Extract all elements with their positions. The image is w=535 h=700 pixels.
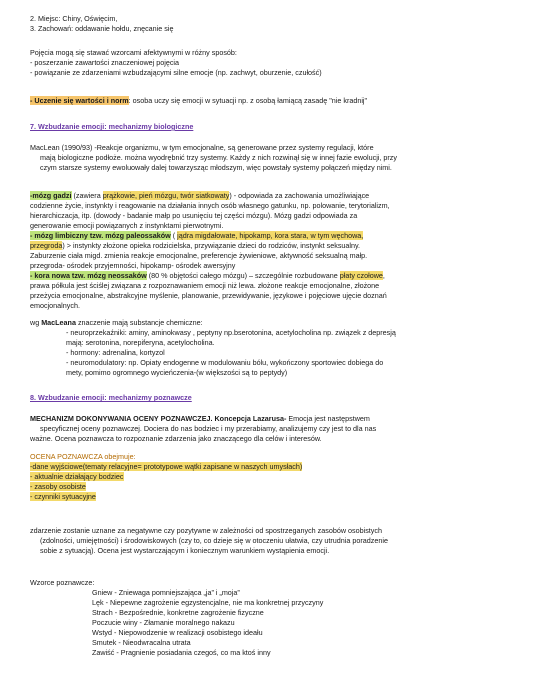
list-item: -dane wyjściowe(tematy relacyjne= prototypowe wątki zapisane w naszych umysłach) [30,462,303,471]
maclean-bold: MacLeana [41,318,76,327]
list-item: Lęk - Niepewne zagrożenie egzystencjalne, nie ma konkretnej przyczyny [92,598,324,607]
text-span: (zawiera [71,191,103,200]
paragraph-line: czym starsze systemy ewoluowały dalej towarzysząc młodszym, więc powstały systemy połączeń między nimi. [40,163,392,172]
paragraph-line: prawa półkula jest ściślej związana z rozpoznawaniem emocji niż lewa. złożone reakcje emocjonalne, złożone [30,281,380,290]
gad-bold: -mózg gadzi [30,191,72,200]
list-item: mają: serotonina, norepiferyna, acetylocholina. [66,338,215,347]
paragraph-line: specyficznej oceny poznawczej. Dociera do nas bodziec i my przerabiamy, analizujemy czy jest to dla nas [40,424,377,433]
list-item: 2. Miejsc: Chiny, Oświęcim, [30,14,118,23]
paragraph-line: mają biologiczne podłoże. można wyodrębnić trzy systemy. Każdy z nich rozwinął się w innej fazie ewolucji, przy [40,153,397,162]
zdarzenie-paragraph [30,526,508,556]
learning-rest: : osoba uczy się emocji w sytuacji np. z osobą łamiącą zasadę "nie kradnij" [128,96,368,105]
paragraph-line: hierarchiczacja, itp. (dowody - badanie małp po usunięciu tej części mózgu). Mózg gadzi odpowiada za [30,211,358,220]
paragraph-line: (zdolności, umiejętności) i środowiskowych (czy to, co dzieje się w otoczeniu ułatwia, czy utrudnia poradzenie [40,536,388,545]
text-span: ) - odpowiada za zachowania umożliwiające [229,191,370,200]
list-item: - czynniki sytuacyjne [30,492,96,501]
chem-paragraph [30,318,508,378]
text-span: znaczenie mają substancje chemiczne: [75,318,203,327]
section7-heading: 7. Wzbudzanie emocji: mechanizmy biologiczne [30,122,194,131]
highlight: płaty czołowe [339,271,383,280]
lazarus-bold: MECHANIZM DOKONYWANIA OCENY POZNAWCZEJ. Koncepcja Lazarusa- [30,414,287,423]
ocena-title: OCENA POZNAWCZA obejmuje: [30,452,136,461]
text-span: Emocja jest następstwem [286,414,370,423]
paragraph-line: sobie z sytuacją). Ocena jest wystarczającym i koniecznym warunkiem wystąpienia emocji. [40,546,330,555]
text-span: , [382,271,385,280]
list-item: Smutek - Nieodwracalna utrata [92,638,191,647]
wzorce-block [30,578,508,658]
learning-bold: - Uczenie się wartości i norm [30,96,129,105]
paragraph-line: emocjonalnych. [30,301,80,310]
paragraph-line: generowanie emocji powiązanych z instynktami pierwotnymi. [30,221,224,230]
paragraph-line: MacLean (1990/93) -Reakcje organizmu, w tym emocjonalne, są generowane przez systemy regulacji, które [30,143,374,152]
learning-line [30,96,508,106]
text-span: (80 % objętości całego mózgu) – szczególnie rozbudowane [146,271,340,280]
paragraph-line: codzienne życie, instynkty i reagowanie na działania innych osób własnego gatunku, np. polowanie, terytorializm, [30,201,390,210]
list-item: - powiązanie ze zdarzeniami wzbudzającymi silne emocje (np. zachwyt, oburzenie, czułość) [30,68,322,77]
paragraph-line: Zaburzenie ciała migd. zmienia reakcje emocjonalne, preferencje żywieniowe, aktywność seksualną małp. [30,251,368,260]
neo-paragraph [30,271,508,311]
list-item: mety, pomimo ogromnego wycieńczenia-(w większości są to peptydy) [66,368,288,377]
text-span: ) > instynkty złożone opieka rodzicielska, przywiązanie dzieci do rodziców, instynkt seksualny. [62,241,361,250]
list-item: 3. Zachowań: oddawanie hołdu, znęcanie się [30,24,174,33]
text-span: wg [30,318,42,327]
lazarus-paragraph [30,414,508,444]
wzorce-title: Wzorce poznawcze: [30,578,95,587]
paragraph-line: przeżycia emocjonalne, abstrakcyjne myślenie, planowanie, przewidywanie, językowe i pojęciowe ujęcie doznań [30,291,387,300]
limbic-paragraph [30,231,508,271]
paragraph-line: zdarzenie zostanie uznane za negatywne czy pozytywne w zależności od spostrzeganych zasobów osobistych [30,526,382,535]
section7-heading-block [30,122,508,132]
list-item: - poszerzanie zawartości znaczeniowej pojęcia [30,58,180,67]
section8-heading-block [30,393,508,403]
patterns-block [30,48,508,78]
list-item: Wstyd - Niepowodzenie w realizacji osobistego ideału [92,628,263,637]
list-item: Gniew - Zniewaga pomniejszająca „ja” i „moja” [92,588,240,597]
list-item: - zasoby osobiste [30,482,86,491]
highlight: przegroda [30,241,63,250]
text-span: ( [170,231,178,240]
section8-heading: 8. Wzbudzanie emocji: mechanizmy poznawcze [30,393,192,402]
paragraph-line: ważne. Ocena poznawcza to rozpoznanie zdarzenia jako znaczącego dla celów i interesów. [30,434,322,443]
list-item: Poczucie winy - Złamanie moralnego nakazu [92,618,235,627]
list-item: - hormony: adrenalina, kortyzol [66,348,165,357]
top-list [30,14,508,34]
list-item: - aktualnie działający bodziec [30,472,124,481]
highlight: jądra migdałowate, hipokamp, kora stara, w tym węchowa, [177,231,364,240]
ocena-block [30,452,508,502]
highlight: prążkowie, pień mózgu, twór siatkowaty [102,191,230,200]
neo-bold: - kora nowa tzw. mózg neossaków [30,271,147,280]
patterns-intro: Pojęcia mogą się stawać wzorcami afektywnymi w różny sposób: [30,48,237,57]
limbic-bold: - mózg limbiczny tzw. mózg paleossaków [30,231,171,240]
list-item: - neuromodulatory: np. Opiaty endogenne w modulowaniu bólu, wykończony sportowiec dobiega do [66,358,384,367]
paragraph-line: przegroda- ośrodek przyjemności, hipokamp- ośrodek awersyjny [30,261,236,270]
list-item: - neuroprzekaźniki: aminy, aminokwasy , peptyny np.bserotonina, acetylocholina np. związek z depresją [66,328,396,337]
list-item: Zawiść - Pragnienie posiadania czegoś, co ma ktoś inny [92,648,271,657]
gad-paragraph [30,191,508,231]
maclean-paragraph [30,143,508,173]
list-item: Strach - Bezpośrednie, konkretne zagrożenie fizyczne [92,608,264,617]
